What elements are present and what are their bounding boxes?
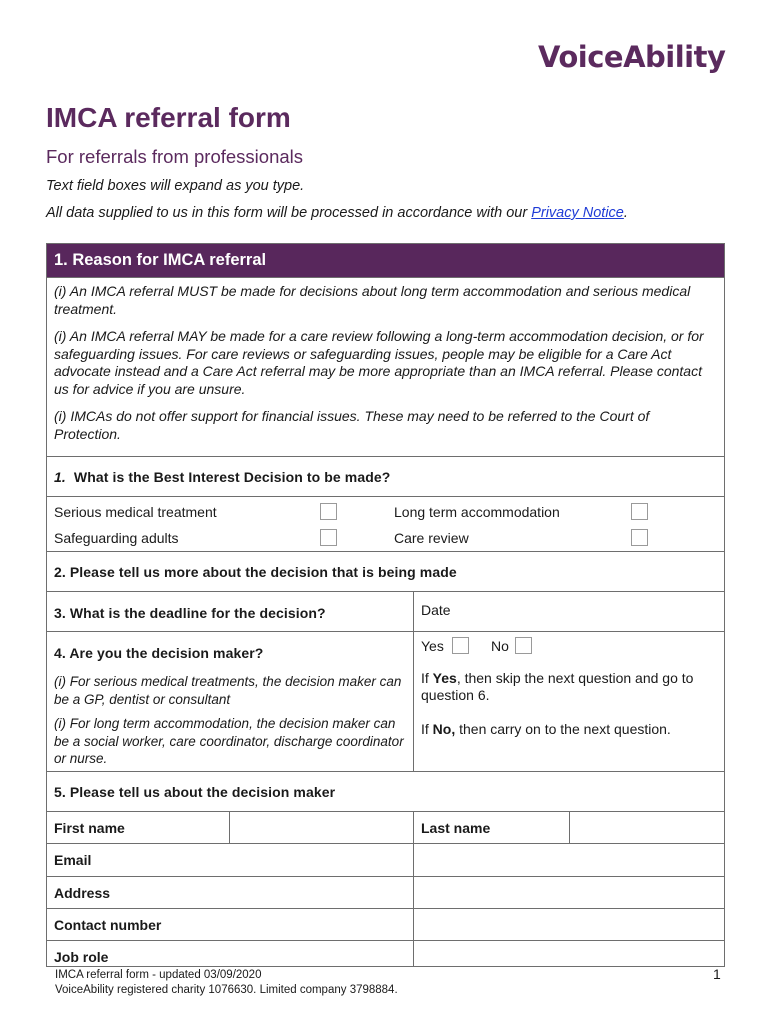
- q2-label: 2. Please tell us more about the decision that is being made: [54, 563, 457, 580]
- referral-form: [46, 243, 725, 967]
- address-label: Address: [47, 877, 414, 908]
- email-input[interactable]: [414, 844, 724, 876]
- job-role-label: Job role: [47, 941, 414, 966]
- option-care-review: Care review: [394, 530, 469, 546]
- footer-updated: IMCA referral form - updated 03/09/2020: [55, 969, 262, 981]
- info-financial: (i) IMCAs do not offer support for financial issues. These may need to be referred to the Court of Protection.: [54, 408, 650, 442]
- date-label: Date: [421, 602, 451, 618]
- q1-label: 1. What is the Best Interest Decision to be made?: [54, 468, 391, 485]
- yes-no-choice: [421, 638, 717, 660]
- checkbox-yes[interactable]: [452, 637, 469, 654]
- checkbox-no[interactable]: [515, 637, 532, 654]
- address-row: [47, 876, 724, 908]
- option-serious-medical: Serious medical treatment: [54, 504, 217, 520]
- footer-charity: VoiceAbility registered charity 1076630. Limited company 3798884.: [55, 983, 398, 996]
- q4-note-medical: (i) For serious medical treatments, the decision maker can be a GP, dentist or consultant: [54, 674, 402, 707]
- q4-right: [414, 632, 724, 771]
- expand-note: Text field boxes will expand as you type.: [46, 178, 305, 194]
- q3-label: 3. What is the deadline for the decision?: [47, 592, 414, 631]
- privacy-notice-link[interactable]: Privacy Notice: [531, 205, 624, 221]
- first-name-input[interactable]: [230, 812, 414, 843]
- last-name-label: Last name: [414, 812, 570, 843]
- q1-options: [47, 496, 724, 551]
- q5-row: [47, 771, 724, 811]
- checkbox-safeguarding[interactable]: [320, 529, 337, 546]
- page-subtitle: For referrals from professionals: [46, 146, 304, 167]
- if-no-instruction: If No, then carry on to the next question.: [421, 721, 671, 737]
- checkbox-long-term-accommodation[interactable]: [631, 503, 648, 520]
- page-number: 1: [713, 966, 721, 982]
- last-name-input[interactable]: [570, 812, 724, 843]
- deadline-date-field[interactable]: [414, 592, 724, 631]
- q2-row[interactable]: [47, 551, 724, 591]
- name-row: [47, 811, 724, 843]
- privacy-statement: [46, 205, 628, 221]
- page-footer: [55, 968, 398, 997]
- first-name-label: First name: [47, 812, 230, 843]
- no-label: No: [491, 638, 509, 654]
- q5-label: 5. Please tell us about the decision maker: [54, 783, 336, 800]
- section-1-heading: 1. Reason for IMCA referral: [47, 244, 724, 277]
- info-must: (i) An IMCA referral MUST be made for decisions about long term accommodation and serious medical treatment.: [54, 283, 691, 317]
- q3-row: [47, 591, 724, 631]
- section-1-info: [47, 277, 724, 456]
- q4-note-accommodation: (i) For long term accommodation, the decision maker can be a social worker, care coordinator, discharge coordinator or nurse.: [54, 716, 404, 766]
- checkbox-serious-medical[interactable]: [320, 503, 337, 520]
- q4-row: [47, 631, 724, 771]
- q4-left: [47, 632, 414, 771]
- if-yes-instruction: If Yes, then skip the next question and go to question 6.: [421, 670, 694, 703]
- email-row: [47, 843, 724, 876]
- contact-number-row: [47, 908, 724, 940]
- option-long-term-accommodation: Long term accommodation: [394, 504, 560, 520]
- voiceability-logo: VoiceAbility: [538, 40, 726, 74]
- q4-label: 4. Are you the decision maker?: [54, 645, 264, 661]
- privacy-suffix: .: [623, 205, 628, 221]
- email-label: Email: [47, 844, 414, 876]
- job-role-row: [47, 940, 724, 967]
- privacy-prefix: All data supplied to us in this form will be processed in accordance with our: [46, 205, 532, 221]
- page-title: IMCA referral form: [46, 102, 291, 133]
- checkbox-care-review[interactable]: [631, 529, 648, 546]
- contact-number-input[interactable]: [414, 909, 724, 940]
- job-role-input[interactable]: [414, 941, 724, 966]
- yes-label: Yes: [421, 638, 444, 654]
- q1-row: [47, 456, 724, 496]
- info-may: (i) An IMCA referral MAY be made for a care review following a long-term accommodation decision, or for safeguarding issues. For care reviews or safeguarding issues, people may be eligible for a Care Act advocate instead and a Care Act referral may be more appropriate than an IMCA referral. Please contact us for advice if you are unsure.: [54, 328, 704, 397]
- address-input[interactable]: [414, 877, 724, 908]
- option-safeguarding: Safeguarding adults: [54, 530, 179, 546]
- contact-number-label: Contact number: [47, 909, 414, 940]
